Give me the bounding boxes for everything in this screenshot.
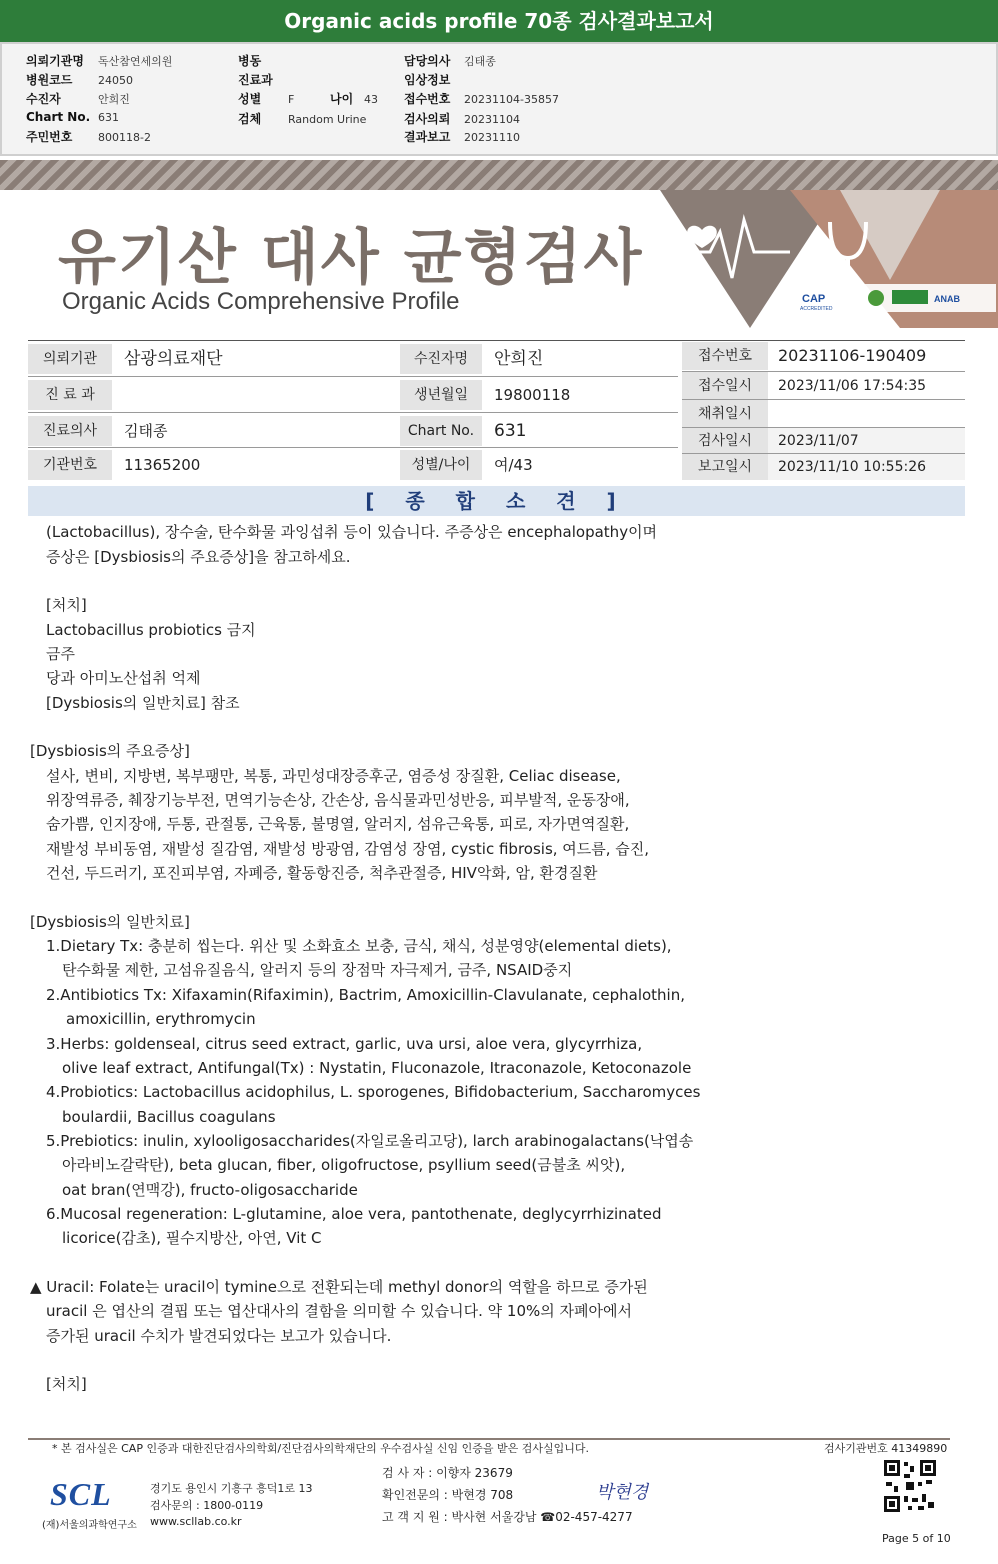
value-department bbox=[114, 380, 394, 410]
header-field: 검사의뢰 20231104 bbox=[404, 112, 520, 126]
header-field: 병동 bbox=[238, 54, 262, 68]
summary-line: 6.Mucosal regeneration: L-glutamine, aloe vera, pantothenate, deglycyrrhizinated bbox=[46, 1205, 662, 1223]
summary-line: olive leaf extract, Antifungal(Tx) : Nystatin, Fluconazole, Itraconazole, Ketoconazole bbox=[62, 1059, 692, 1077]
summary-line: [처치] bbox=[46, 1375, 87, 1393]
value-birth: 19800118 bbox=[484, 380, 676, 410]
specialist-signature: 박현경 bbox=[596, 1482, 649, 1503]
header-field: 성별 F bbox=[238, 92, 295, 106]
label-sex-age: 성별/나이 bbox=[400, 450, 482, 480]
label-receipt-no: 접수번호 bbox=[682, 342, 768, 370]
summary-line: [Dysbiosis의 일반치료] 참조 bbox=[46, 694, 240, 712]
report-header-fields bbox=[0, 42, 998, 156]
banner-title-english: Organic Acids Comprehensive Profile bbox=[62, 288, 460, 315]
header-field: 접수번호 20231104-35857 bbox=[404, 92, 559, 106]
header-field: 주민번호 800118-2 bbox=[26, 130, 151, 144]
header-field: 수진자 안희진 bbox=[26, 92, 130, 106]
summary-line: boulardii, Bacillus coagulans bbox=[62, 1108, 276, 1126]
summary-line: 건선, 두드러기, 포진피부염, 자폐증, 활동항진증, 척추관절증, HIV악화, 암, 환경질환 bbox=[46, 864, 598, 882]
report-title: Organic acids profile 70종 검사결과보고서 bbox=[0, 0, 998, 42]
accredited-logo: ACCREDITED bbox=[800, 306, 833, 312]
value-collect-datetime bbox=[768, 400, 965, 428]
value-doctor: 김태종 bbox=[114, 416, 394, 446]
patient-info-table bbox=[28, 340, 965, 482]
examiner: 검 사 자 : 이향자 23679 bbox=[382, 1466, 513, 1480]
label-report-datetime: 보고일시 bbox=[682, 454, 768, 480]
label-birth: 생년월일 bbox=[400, 380, 482, 410]
summary-line: 5.Prebiotics: inulin, xylooligosaccharides(자일로올리고당), larch arabinogalactans(낙엽송 bbox=[46, 1132, 694, 1150]
lab-website[interactable]: www.scllab.co.kr bbox=[150, 1515, 242, 1528]
summary-line: 3.Herbs: goldenseal, citrus seed extract, garlic, uva ursi, aloe vera, glycyrrhiza, bbox=[46, 1035, 643, 1053]
label-test-date: 검사일시 bbox=[682, 428, 768, 454]
summary-line: 1.Dietary Tx: 충분히 씹는다. 위산 및 소화효소 보충, 금식, 채식, 성분영양(elemental diets), bbox=[46, 937, 672, 955]
label-chart: Chart No. bbox=[400, 416, 482, 446]
label-patient: 수진자명 bbox=[400, 344, 482, 374]
summary-line: 2.Antibiotics Tx: Xifaxamin(Rifaximin), Bactrim, Amoxicillin-Clavulanate, cephalothin, bbox=[46, 986, 685, 1004]
header-field: 담당의사 김태종 bbox=[404, 54, 496, 68]
summary-line: uracil 은 엽산의 결핍 또는 엽산대사의 결함을 의미할 수 있습니다. 약 10%의 자폐아에서 bbox=[46, 1302, 632, 1320]
report-footer bbox=[0, 1436, 998, 1564]
cap-logo: CAP bbox=[802, 293, 826, 305]
value-sex-age: 여/43 bbox=[484, 450, 676, 480]
banner-title-korean: 유기산 대사 균형검사 bbox=[58, 223, 644, 293]
value-institution: 삼광의료재단 bbox=[114, 344, 394, 374]
header-field: 의뢰기관명 독산참연세의원 bbox=[26, 54, 173, 68]
summary-line: Lactobacillus probiotics 금지 bbox=[46, 621, 256, 639]
summary-line: 증가된 uracil 수치가 발견되었다는 보고가 있습니다. bbox=[46, 1327, 392, 1345]
summary-line: ▲ Uracil: Folate는 uracil이 tymine으로 전환되는데 methyl donor의 역할을 하므로 증가된 bbox=[30, 1278, 648, 1296]
summary-line: 숨가쁨, 인지장애, 두통, 관절통, 근육통, 불명열, 알러지, 섬유근육통, 피로, 자가면역질환, bbox=[46, 815, 630, 833]
header-field: 결과보고 20231110 bbox=[404, 130, 520, 144]
summary-body bbox=[28, 520, 965, 1410]
qr-code-icon[interactable] bbox=[882, 1458, 938, 1514]
header-field: 임상정보 bbox=[404, 73, 451, 87]
lab-address: 경기도 용인시 기흥구 흥덕1로 13 bbox=[150, 1482, 313, 1495]
value-test-date: 2023/11/07 bbox=[768, 428, 965, 454]
test-banner bbox=[0, 160, 998, 328]
certification-notice: * 본 검사실은 CAP 인증과 대한진단검사의학회/진단검사의학재단의 우수검사실 신임 인증을 받은 검사실입니다. bbox=[52, 1442, 590, 1455]
label-receipt-datetime: 접수일시 bbox=[682, 372, 768, 400]
summary-line: 금주 bbox=[46, 645, 75, 663]
label-collect-datetime: 채취일시 bbox=[682, 400, 768, 428]
banner-artwork bbox=[640, 160, 998, 328]
value-patient: 안희진 bbox=[484, 344, 676, 374]
header-field: 검체 Random Urine bbox=[238, 112, 367, 126]
lab-inquiry: 검사문의 : 1800-0119 bbox=[150, 1499, 264, 1512]
summary-line: (Lactobacillus), 장수술, 탄수화물 과잉섭취 등이 있습니다. 주증상은 encephalopathy이며 bbox=[46, 523, 658, 541]
summary-line: 4.Probiotics: Lactobacillus acidophilus, L. sporogenes, Bifidobacterium, Saccharomyces bbox=[46, 1083, 701, 1101]
summary-line: oat bran(연맥강), fructo-oligosaccharide bbox=[62, 1181, 358, 1199]
value-org-no: 11365200 bbox=[114, 450, 394, 480]
value-chart: 631 bbox=[484, 416, 676, 446]
lmi-logo bbox=[868, 290, 884, 306]
summary-line: amoxicillin, erythromycin bbox=[66, 1010, 256, 1028]
label-institution: 의뢰기관 bbox=[28, 344, 112, 374]
summary-heading: [ 종 합 소 견 ] bbox=[28, 486, 965, 516]
customer-support: 고 객 지 원 : 박사현 서울강남 ☎02-457-4277 bbox=[382, 1510, 633, 1524]
header-field: 병원코드 24050 bbox=[26, 73, 133, 87]
summary-line: [Dysbiosis의 일반치료] bbox=[30, 913, 190, 931]
summary-line: 설사, 변비, 지방변, 복부팽만, 복통, 과민성대장증후군, 염증성 장질환, Celiac disease, bbox=[46, 767, 621, 785]
value-receipt-datetime: 2023/11/06 17:54:35 bbox=[768, 372, 965, 400]
summary-line: 아라비노갈락탄), beta glucan, fiber, oligofructose, psyllium seed(금불초 씨앗), bbox=[62, 1156, 626, 1174]
label-doctor: 진료의사 bbox=[28, 416, 112, 446]
summary-line: 탄수화물 제한, 고섬유질음식, 알러지 등의 장점막 자극제거, 금주, NSAID중지 bbox=[62, 961, 573, 979]
summary-line: 당과 아미노산섭취 억제 bbox=[46, 669, 201, 687]
summary-line: licorice(감초), 필수지방산, 아연, Vit C bbox=[62, 1229, 322, 1247]
header-field: 진료과 bbox=[238, 73, 273, 87]
lab-org-number: 검사기관번호 41349890 bbox=[824, 1442, 948, 1455]
summary-line: 증상은 [Dysbiosis의 주요증상]을 참고하세요. bbox=[46, 548, 351, 566]
anab-logo: ANAB bbox=[934, 294, 960, 304]
report-header bbox=[0, 0, 998, 156]
summary-line: [Dysbiosis의 주요증상] bbox=[30, 742, 190, 760]
value-receipt-no: 20231106-190409 bbox=[768, 342, 965, 370]
header-field: 나이 43 bbox=[330, 92, 378, 106]
summary-line: 위장역류증, 췌장기능부전, 면역기능손상, 간손상, 음식물과민성반응, 피부발적, 운동장애, bbox=[46, 791, 630, 809]
kola-logo bbox=[892, 290, 928, 304]
summary-line: 재발성 부비동염, 재발성 질감염, 재발성 방광염, 감염성 장염, cystic fibrosis, 여드름, 습진, bbox=[46, 840, 650, 858]
lab-name: (재)서울의과학연구소 bbox=[42, 1520, 137, 1531]
header-field: Chart No. 631 bbox=[26, 110, 119, 124]
page-number: Page 5 of 10 bbox=[882, 1532, 951, 1545]
confirming-specialist: 확인전문의 : 박현경 708 bbox=[382, 1488, 514, 1502]
label-department: 진 료 과 bbox=[28, 380, 112, 410]
summary-line: [처치] bbox=[46, 596, 87, 614]
scl-logo: SCL bbox=[50, 1476, 112, 1512]
label-org-no: 기관번호 bbox=[28, 450, 112, 480]
value-report-datetime: 2023/11/10 10:55:26 bbox=[768, 454, 965, 480]
